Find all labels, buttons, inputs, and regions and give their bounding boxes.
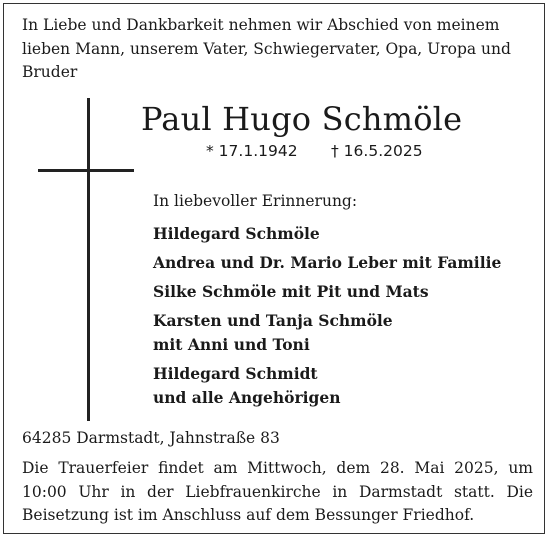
mourner-line: Hildegard Schmöle: [153, 224, 320, 243]
memory-heading: In liebevoller Erinnerung:: [153, 192, 358, 210]
cross-icon-bar: [38, 169, 134, 172]
deceased-name: Paul Hugo Schmöle: [141, 100, 463, 138]
mourner-line: Karsten und Tanja Schmöle: [153, 311, 393, 330]
mourner-line: mit Anni und Toni: [153, 335, 310, 354]
death-date: † 16.5.2025: [331, 142, 423, 160]
cross-icon: [87, 98, 90, 421]
mourner-line: Hildegard Schmidt: [153, 364, 318, 383]
intro-text: In Liebe und Dankbarkeit nehmen wir Abschied von meinem lieben Mann, unserem Vater, Schwiegervater, Opa, Uropa und Bruder: [22, 16, 511, 81]
service-info: Die Trauerfeier findet am Mittwoch, dem 28. Mai 2025, um 10:00 Uhr in der Liebfrauenkirche in Darmstadt statt. Die Beisetzung ist im Anschluss auf dem Bessunger Friedhof.: [22, 459, 533, 524]
mourner-line: Silke Schmöle mit Pit und Mats: [153, 282, 429, 301]
mourners-list: [153, 222, 501, 410]
obituary-card: [3, 3, 545, 534]
mourner-line: Andrea und Dr. Mario Leber mit Familie: [153, 253, 502, 272]
address: 64285 Darmstadt, Jahnstraße 83: [22, 429, 280, 447]
birth-date: * 17.1.1942: [206, 142, 298, 160]
mourner-line: und alle Angehörigen: [153, 388, 341, 407]
